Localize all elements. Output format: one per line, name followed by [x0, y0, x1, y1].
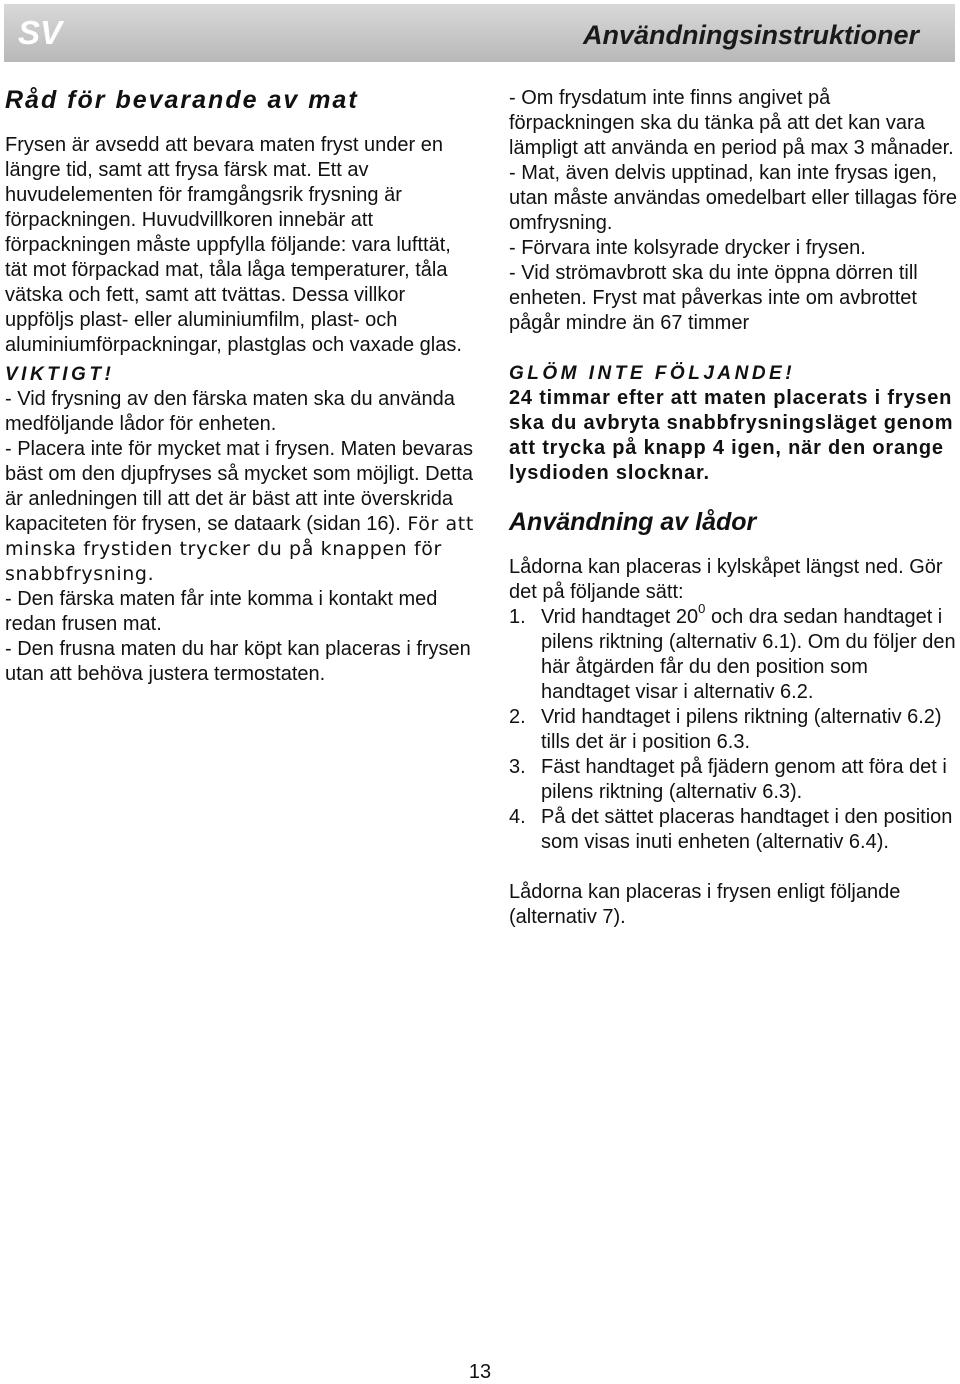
language-code: SV — [18, 14, 63, 51]
step-number: 3. — [509, 756, 526, 778]
drawer-steps-list — [509, 601, 959, 855]
drawer-step — [509, 601, 959, 705]
bullet-quick-freeze-text: För att minska frystiden trycker du på knappen för snabbfrysning. — [5, 513, 474, 585]
intro-paragraph: Frysen är avsedd att bevara maten fryst under en längre tid, samt att frysa färsk mat. Ett av huvudelementen för framgångsrik frysning är förpackningen. Huvudvillkoren innebär att förpackningen måste uppfylla följande: vara lufttät, tät mot förpackad mat, tåla låga temperaturer, tåla vätska och fett, samt att tvättas. Dessa villkor uppföljs plast- eller aluminiumfilm, plast- och aluminiumförpackningar, plastglas och vaxade glas. — [5, 134, 462, 356]
step-text: På det sättet placeras handtaget i den position som visas inuti enheten (alternativ 6.4). — [541, 806, 953, 853]
bullet-capacity-text: - Placera inte för mycket mat i frysen. Maten bevaras bäst om den djupfryses så mycket som möjligt. Detta är anledningen till att det är bäst att inte överskrida kapaciteten för frysen, se dataark (sidan 16). — [5, 438, 473, 535]
step-text: Fäst handtaget på fjädern genom att föra det i pilens riktning (alternativ 6.3). — [541, 756, 947, 803]
bullet-freeze-date: - Om frysdatum inte finns angivet på förpackningen ska du tänka på att det kan vara lämpligt att använda en period på max 3 månader. — [509, 87, 954, 159]
step-text-end: och dra sedan handtaget i pilens riktning (alternativ 6.1). Om du följer den här åtgärden får du den position som handtaget visar i alternativ 6.2. — [541, 606, 956, 703]
step-text: Vrid handtaget i pilens riktning (alternativ 6.2) tills det är i position 6.3. — [541, 706, 942, 753]
section-heading-food-storage: Råd för bevarande av mat — [5, 86, 359, 114]
left-column — [5, 88, 475, 687]
bullet-bought-food: - Den frusna maten du har köpt kan placeras i frysen utan att behöva justera termostaten. — [5, 638, 471, 685]
section-heading-drawers: Användning av lådor — [509, 508, 757, 536]
drawer-step — [509, 805, 959, 855]
forget-not-text: 24 timmar efter att maten placerats i frysen ska du avbryta snabbfrysningsläget genom att trycka på knapp 4 igen, när den orange lysdioden slocknar. — [509, 387, 954, 484]
step-text-start: Vrid handtaget 20 — [541, 606, 699, 628]
page-header-bar — [4, 4, 955, 62]
drawer-step — [509, 755, 959, 805]
bullet-thawed-food: - Mat, även delvis upptinad, kan inte frysas igen, utan måste användas omedelbart eller tillagas före omfrysning. — [509, 162, 958, 234]
drawer-step — [509, 705, 959, 755]
right-column — [509, 86, 959, 930]
bullet-no-contact: - Den färska maten får inte komma i kontakt med redan frusen mat. — [5, 588, 438, 635]
document-title: Användningsinstruktioner — [582, 20, 919, 50]
drawers-closing: Lådorna kan placeras i frysen enligt följande (alternativ 7). — [509, 881, 901, 928]
step-number: 2. — [509, 706, 526, 728]
page-number: 13 — [468, 1361, 492, 1383]
bullet-power-outage: - Vid strömavbrott ska du inte öppna dörren till enheten. Fryst mat påverkas inte om avbrottet pågår mindre än 67 timmer — [509, 262, 918, 334]
bullet-carbonated: - Förvara inte kolsyrade drycker i frysen. — [509, 237, 866, 259]
degree-superscript: 0 — [698, 601, 706, 617]
drawers-intro: Lådorna kan placeras i kylskåpet längst ned. Gör det på följande sätt: — [509, 556, 943, 603]
step-number: 4. — [509, 806, 526, 828]
step-number: 1. — [509, 606, 526, 628]
important-label: VIKTIGT! — [5, 364, 115, 385]
bullet-capacity — [5, 437, 475, 587]
forget-not-label: GLÖM INTE FÖLJANDE! — [509, 363, 796, 384]
bullet-fresh-food: - Vid frysning av den färska maten ska du använda medföljande lådor för enheten. — [5, 388, 455, 435]
